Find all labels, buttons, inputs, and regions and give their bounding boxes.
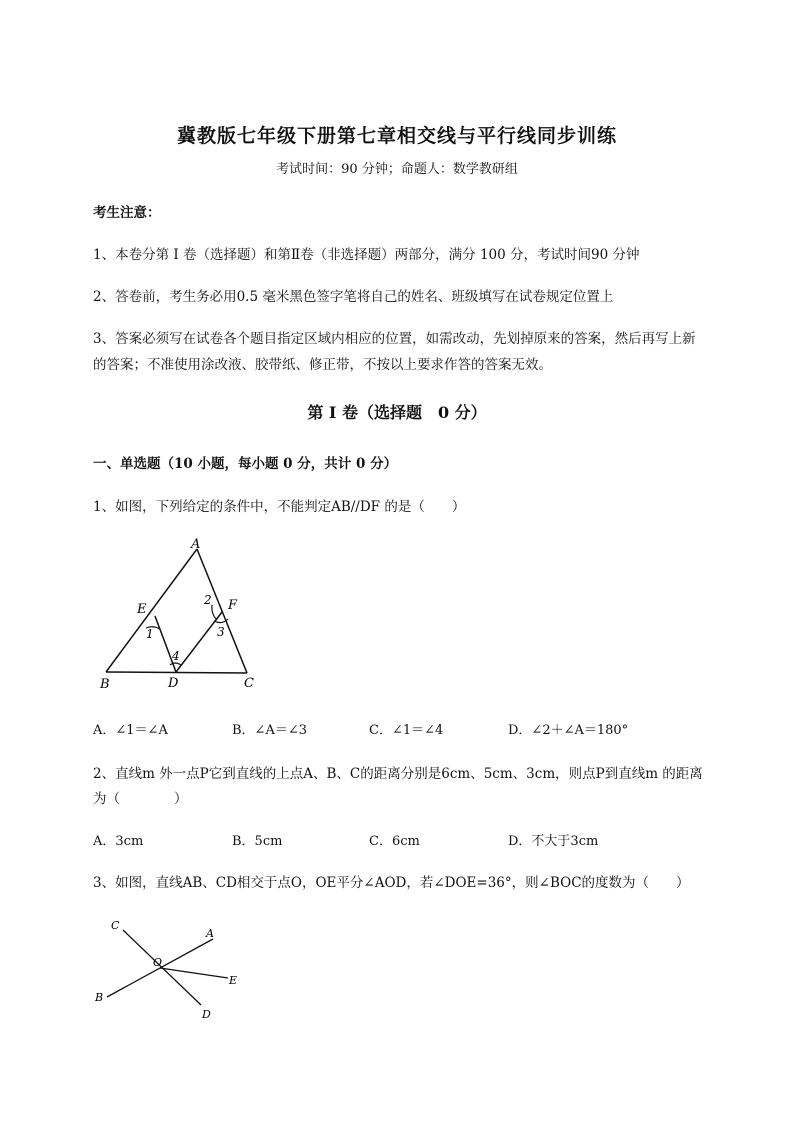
ray-OE (160, 968, 228, 978)
angle-mark-2 (212, 605, 217, 620)
question-1-stem: 1、如图，下列给定的条件中，不能判定AB//DF 的是（ ） (93, 499, 466, 515)
q2-option-d: D．不大于3cm (508, 834, 599, 849)
label-B: B (100, 677, 110, 692)
notice-item-3-line1: 3、答案必须写在试卷各个题目指定区域内相应的位置，如需改动，先划掉原来的答案，然后再写上新 (93, 331, 696, 347)
section-title: 第 I 卷（选择题 0 分） (307, 403, 487, 422)
label-A: A (206, 927, 214, 940)
label-angle-2: 2 (204, 593, 212, 607)
label-O: O (153, 956, 163, 969)
q1-option-d: D．∠2＋∠A＝180° (508, 723, 629, 738)
part-heading: 一、单选题（10 小题，每小题 0 分，共计 0 分） (93, 456, 398, 472)
q1-option-b: B．∠A＝∠3 (232, 723, 307, 738)
notice-item-3-line2: 的答案；不准使用涂改液、胶带纸、修正带，不按以上要求作答的答案无效。 (93, 357, 552, 373)
exam-info: 考试时间：90 分钟；命题人：数学教研组 (276, 162, 518, 177)
label-D: D (168, 676, 179, 691)
label-angle-4: 4 (172, 649, 180, 663)
label-E: E (229, 974, 238, 987)
label-B: B (95, 991, 104, 1004)
notice-heading: 考生注意： (93, 205, 161, 221)
label-E: E (137, 602, 147, 617)
segment-AC (197, 549, 247, 673)
angle-mark-4 (170, 663, 181, 665)
label-D: D (202, 1008, 211, 1021)
q2-option-a: A．3cm (93, 834, 144, 849)
q1-option-a: A．∠1＝∠A (93, 723, 168, 738)
question-1-figure (95, 535, 265, 695)
q2-option-c: C．6cm (369, 834, 420, 849)
question-3-figure (90, 915, 250, 1025)
label-F: F (228, 598, 238, 613)
segment-AB (106, 549, 197, 672)
label-angle-3: 3 (217, 625, 225, 639)
notice-item-2: 2、答卷前，考生务必用0.5 毫米黑色签字笔将自己的姓名、班级填写在试卷规定位置上 (93, 289, 614, 305)
notice-item-1: 1、本卷分第 I 卷（选择题）和第Ⅱ卷（非选择题）两部分，满分 100 分，考试时间90 分钟 (93, 247, 640, 263)
page-title: 冀教版七年级下册第七章相交线与平行线同步训练 (176, 125, 617, 147)
question-2-stem-line1: 2、直线m 外一点P它到直线的上点A、B、C的距离分别是6cm、5cm、3cm，则点P到直线m 的距离 (93, 766, 703, 782)
question-3-stem: 3、如图，直线AB、CD相交于点O，OE平分∠AOD，若∠DOE=36°，则∠BOC的度数为（ ） (93, 875, 690, 891)
q1-option-c: C．∠1＝∠4 (369, 723, 444, 738)
question-2-stem-line2: 为（ ） (93, 791, 188, 807)
label-angle-1: 1 (146, 627, 154, 641)
label-C: C (111, 919, 120, 932)
label-A: A (191, 537, 201, 552)
q2-option-b: B．5cm (232, 834, 283, 849)
label-C: C (244, 676, 254, 691)
